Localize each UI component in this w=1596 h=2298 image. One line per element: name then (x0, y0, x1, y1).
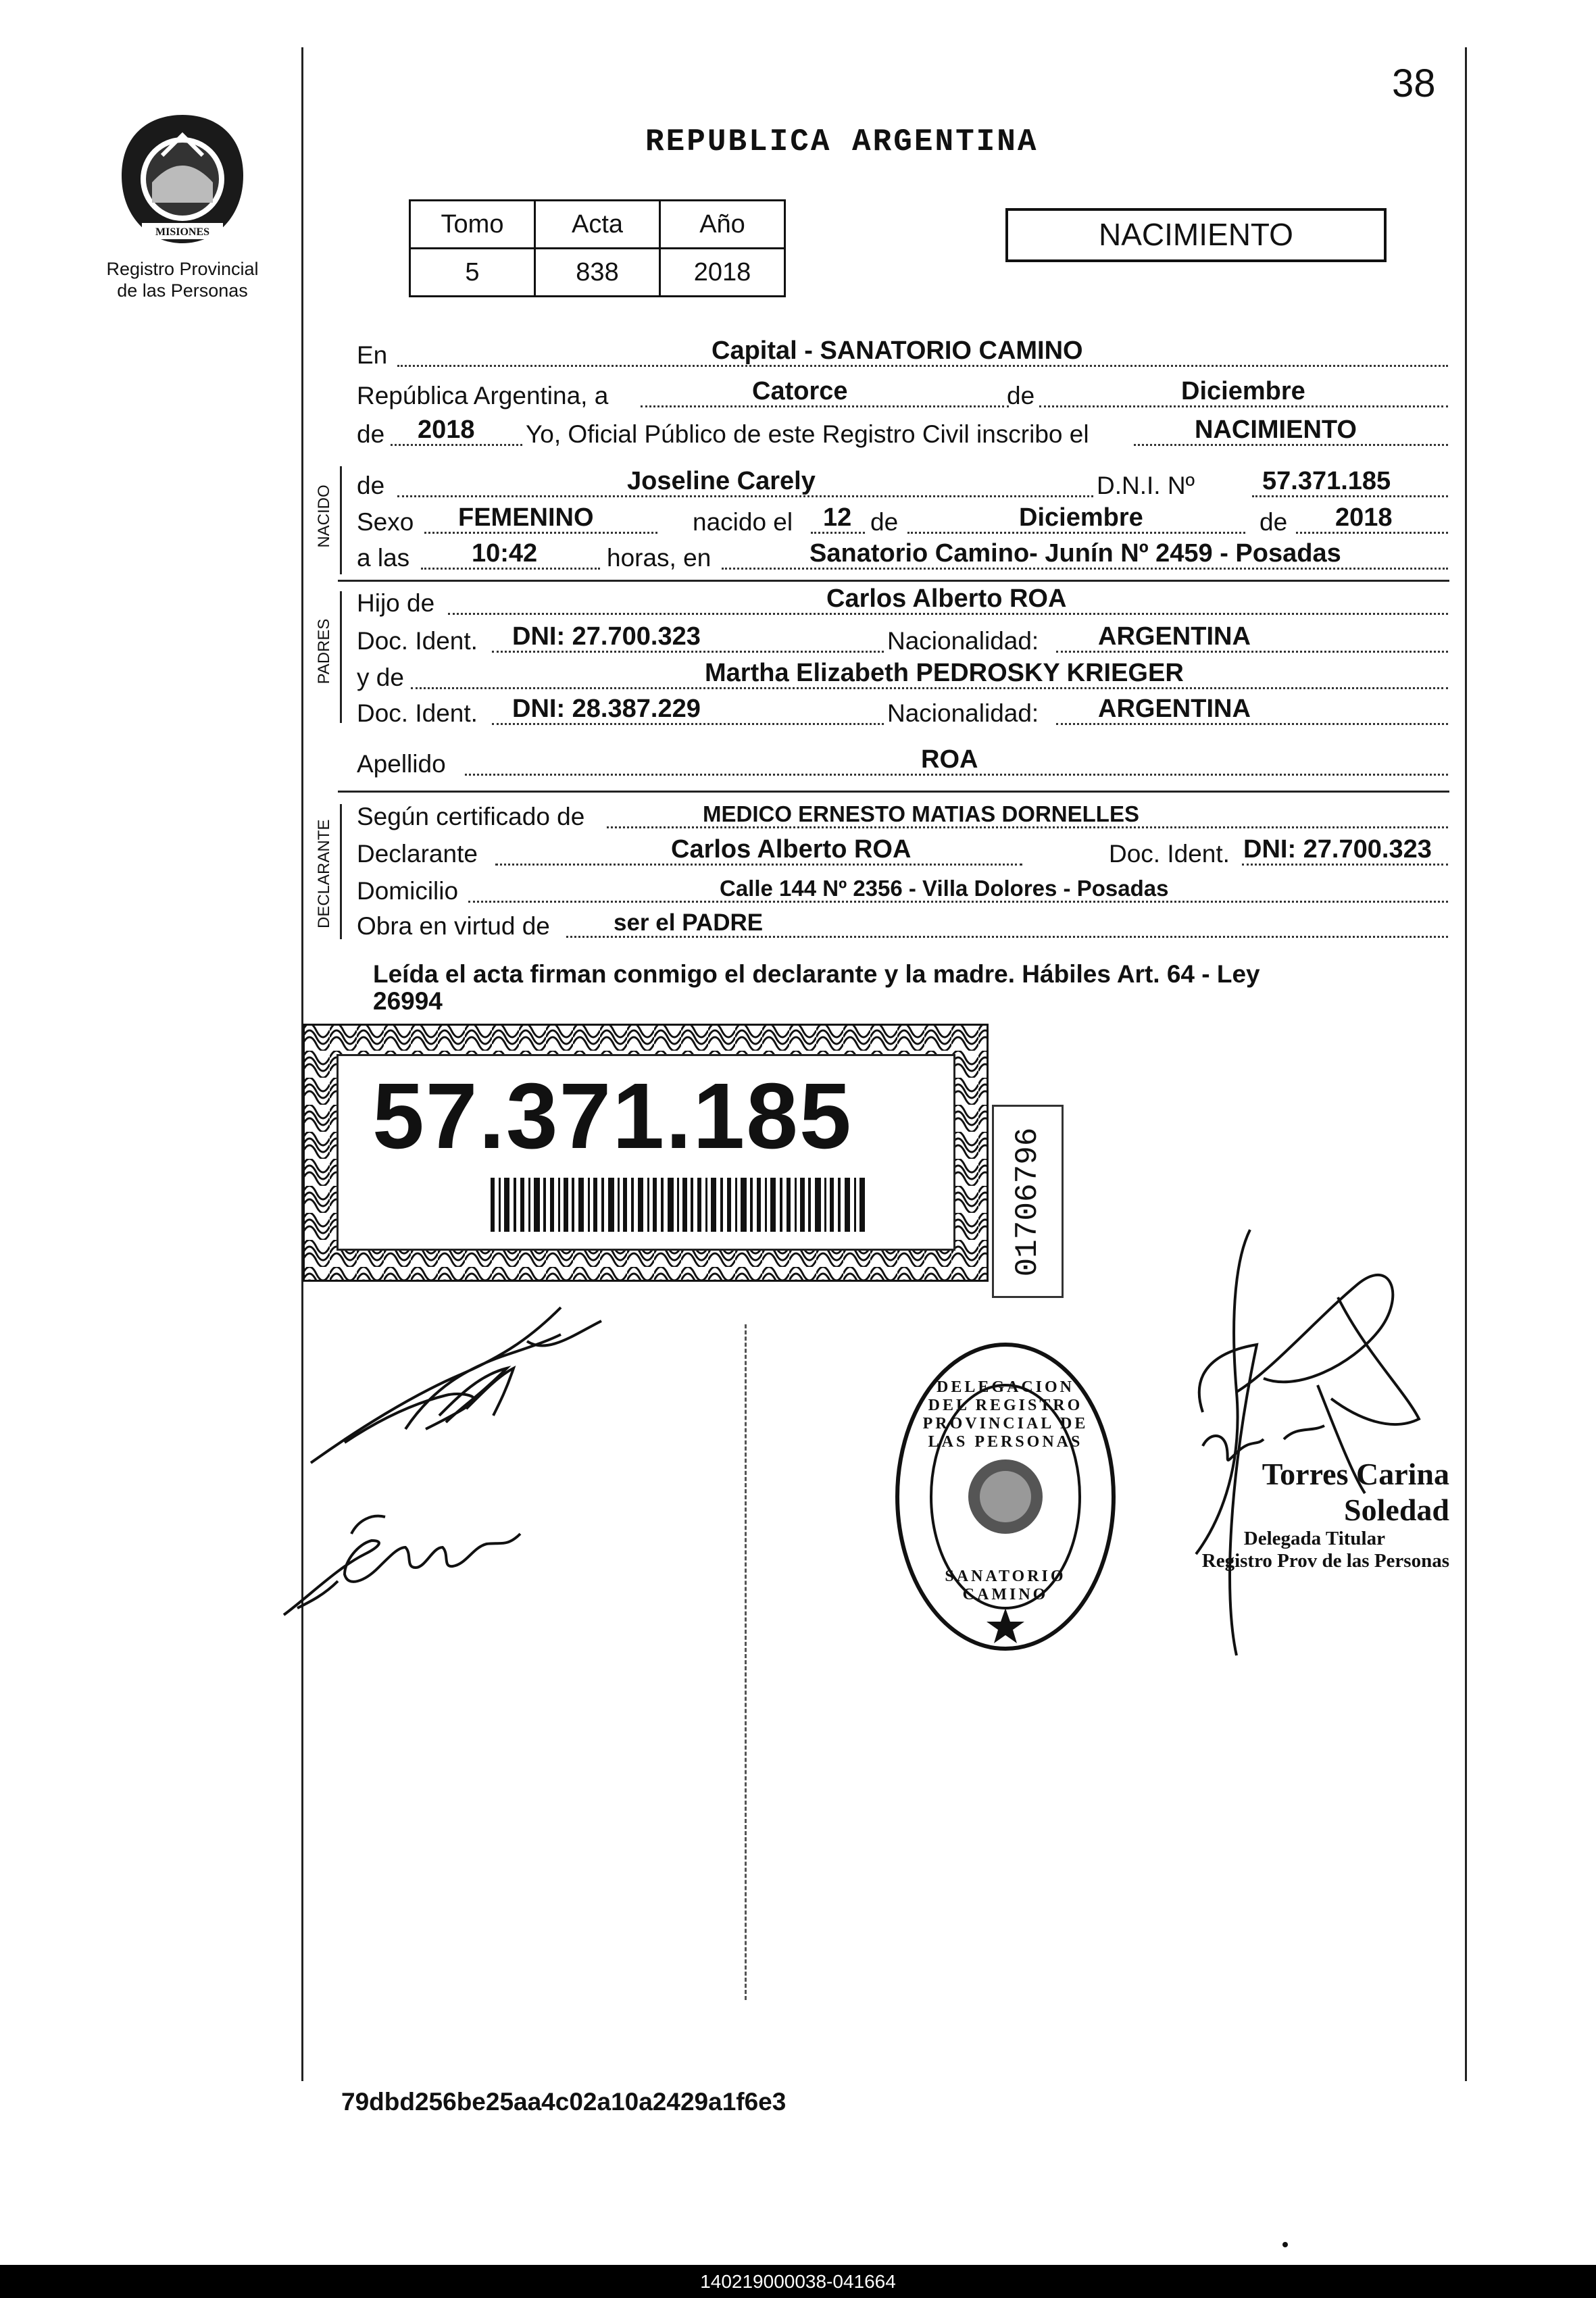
official-block (1159, 1456, 1449, 1572)
book-value-tomo: 5 (410, 249, 535, 297)
en-label: En (357, 341, 388, 369)
registry-label (81, 258, 284, 301)
mother-name: Martha Elizabeth PEDROSKY KRIEGER (705, 659, 1184, 687)
official-role: Delegada Titular (1243, 1528, 1385, 1549)
section-separator-1 (338, 580, 1449, 582)
book-table (409, 199, 786, 297)
mother-nat-label: Nacionalidad: (887, 699, 1039, 727)
dni-label: D.N.I. Nº (1097, 472, 1195, 499)
obra-value: ser el PADRE (614, 909, 764, 936)
row-declarante (357, 833, 1448, 872)
decl-doc: DNI: 27.700.323 (1243, 835, 1432, 864)
cert-label: Según certificado de (357, 803, 585, 830)
decl-doc-label: Doc. Ident. (1109, 840, 1230, 868)
footer-code: 140219000038-041664 (700, 2271, 896, 2292)
obra-label: Obra en virtud de (357, 912, 550, 940)
signature-madre (270, 1480, 541, 1628)
sexo-value: FEMENINO (458, 503, 594, 532)
officer-text: Yo, Oficial Público de este Registro Civil inscribo el (526, 420, 1089, 448)
dni-sticker (303, 1024, 989, 1282)
page-number: 38 (1392, 61, 1436, 105)
father-nat-label: Nacionalidad: (887, 627, 1039, 655)
dot-mark (1282, 2242, 1288, 2247)
nacido-dni: 57.371.185 (1262, 467, 1391, 495)
book-value-acta: 838 (535, 249, 660, 297)
book-header-acta: Acta (535, 201, 660, 249)
nacido-month: Diciembre (1019, 503, 1143, 532)
hijo-de-label: Hijo de (357, 589, 435, 617)
father-doc-label: Doc. Ident. (357, 627, 478, 655)
svg-text:MISIONES: MISIONES (155, 226, 210, 238)
month-value: Diciembre (1181, 377, 1305, 405)
signature-declarante (304, 1294, 615, 1476)
cert-value: MEDICO ERNESTO MATIAS DORNELLES (703, 801, 1139, 826)
row-nacido-sexo (357, 501, 1448, 541)
page-title: REPUBLICA ARGENTINA (645, 124, 1039, 159)
mother-doc: DNI: 28.387.229 (512, 695, 701, 723)
registry-line1: Registro Provincial (106, 259, 259, 279)
row-certificado (357, 796, 1448, 835)
row-apellido (357, 743, 1448, 782)
book-header-tomo: Tomo (410, 201, 535, 249)
nacido-de3-label: de (1260, 508, 1288, 536)
father-name: Carlos Alberto ROA (826, 584, 1067, 613)
stamp-outer-text: DELEGACION DEL REGISTRO PROVINCIAL DE LAS PERSONAS (922, 1378, 1089, 1451)
row-obra (357, 905, 1448, 945)
right-margin-line (1465, 47, 1467, 2081)
nacido-label: NACIDO (315, 484, 333, 548)
mother-doc-label: Doc. Ident. (357, 699, 478, 727)
father-doc: DNI: 27.700.323 (512, 622, 701, 651)
book-value-ano: 2018 (660, 249, 785, 297)
fold-line (745, 1324, 747, 2000)
registry-seal (115, 108, 250, 250)
de-label: de (1007, 382, 1035, 409)
legal-text (373, 961, 1427, 1015)
nacido-name: Joseline Carely (627, 467, 816, 495)
official-name: Torres Carina Soledad (1262, 1457, 1449, 1527)
official-stamp (891, 1338, 1120, 1655)
registry-line2: de las Personas (117, 280, 248, 301)
padres-label: PADRES (315, 618, 333, 684)
barcode (491, 1178, 869, 1232)
en-value: Capital - SANATORIO CAMINO (712, 336, 1083, 365)
signature-official (1162, 1216, 1446, 1676)
row-mother-doc (357, 693, 1448, 732)
declarante-bar (340, 804, 342, 939)
row-y-de (357, 657, 1448, 696)
apellido-value: ROA (921, 745, 978, 774)
official-office: Registro Prov de las Personas (1201, 1550, 1449, 1572)
nacido-time: 10:42 (472, 539, 538, 568)
nacido-bar (340, 466, 342, 574)
declarante-label: DECLARANTE (315, 819, 333, 928)
legal-text-line2: 26994 (373, 987, 443, 1015)
nacido-de2-label: de (870, 508, 899, 536)
republica-label: República Argentina, a (357, 382, 609, 409)
y-de-label: y de (357, 664, 404, 691)
father-nat: ARGENTINA (1098, 622, 1251, 651)
apellido-label: Apellido (357, 750, 446, 778)
section-separator-2 (338, 791, 1449, 793)
row-nacido-hora (357, 537, 1448, 576)
dni-sticker-number: 57.371.185 (372, 1064, 853, 1168)
book-header-ano: Año (660, 201, 785, 249)
row-year (357, 414, 1448, 453)
decl-label: Declarante (357, 840, 478, 868)
stamp-text (891, 1338, 1120, 1655)
nacido-place: Sanatorio Camino- Junín Nº 2459 - Posadas (809, 539, 1341, 568)
nacido-el-label: nacido el (693, 508, 793, 536)
row-nacido-name (357, 465, 1448, 504)
row-en (357, 334, 1448, 374)
nacido-year: 2018 (1335, 503, 1393, 532)
footer-bar (0, 2265, 1596, 2298)
padres-bar (340, 591, 342, 723)
horas-label: horas, en (607, 544, 712, 572)
a-las-label: a las (357, 544, 410, 572)
dom-value: Calle 144 Nº 2356 - Villa Dolores - Posadas (720, 876, 1169, 901)
row-father-doc (357, 620, 1448, 659)
sexo-label: Sexo (357, 508, 414, 536)
row-hijo-de (357, 582, 1448, 622)
serial-number: 01706796 (1010, 1127, 1045, 1277)
row-republica (357, 375, 1448, 414)
record-value: NACIMIENTO (1195, 416, 1357, 444)
year-prefix: de (357, 420, 385, 448)
dom-label: Domicilio (357, 877, 459, 905)
serial-box (992, 1105, 1064, 1298)
record-type-box: NACIMIENTO (1005, 208, 1387, 262)
decl-value: Carlos Alberto ROA (671, 835, 912, 864)
mother-nat: ARGENTINA (1098, 695, 1251, 723)
document-hash: 79dbd256be25aa4c02a10a2429a1f6e3 (341, 2088, 787, 2116)
year-value: 2018 (418, 416, 475, 444)
nacido-de-label: de (357, 472, 385, 499)
stamp-inner-text: SANATORIO CAMINO (945, 1568, 1066, 1603)
row-domicilio (357, 870, 1448, 909)
dni-number-panel (336, 1054, 955, 1251)
nacido-day: 12 (823, 503, 852, 532)
day-value: Catorce (752, 377, 848, 405)
legal-text-line1: Leída el acta firman conmigo el declarante y la madre. Hábiles Art. 64 - Ley (373, 960, 1260, 988)
